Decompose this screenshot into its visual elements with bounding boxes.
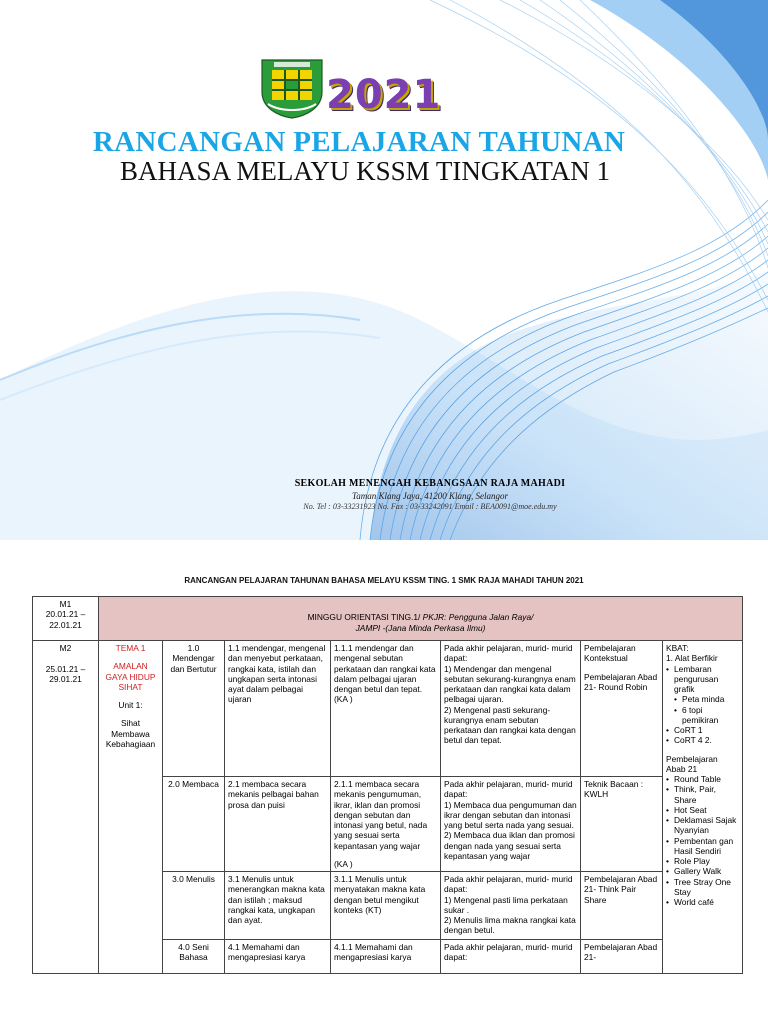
list-item: • Role Play (666, 856, 739, 866)
list-item: • Hot Seat (666, 805, 739, 815)
objective-cell: Pada akhir pelajaran, murid- murid dapat: 1) Membaca dua pengumuman dan ikrar dengan sebutan dan intonasi yang betul serta nada yang sesuai. 2) Membaca dua iklan dan promosi dengan nada yang sesuai serta kepantasan yang wajar (441, 777, 581, 872)
theme-label: TEMA 1 (115, 643, 146, 653)
learning-standard-cell: 1.1.1 mendengar dan mengenal sebutan perkataan dan rangkai kata dalam pelbagai ujaran dengan betul dan tepat. (KA ) (331, 641, 441, 777)
week-label: M2 (59, 643, 72, 653)
list-item: • Peta minda (666, 694, 739, 704)
pa21-list (666, 774, 739, 907)
kbat-tools-heading: 1. Alat Berfikir (666, 653, 718, 664)
objective-cell: Pada akhir pelajaran, murid- murid dapat: 1) Mendengar dan mengenal sebutan sekurang-kurangnya enam perkataan dan rangkai kata dalam pelbagai ujaran. 2) Mengenal pasti sekurang-kurangnya enam sebutan perkataan dan rangkai kata dengan betul dan tepat. (441, 641, 581, 777)
list-item: • Think, Pair, Share (666, 784, 739, 805)
learning-standard-cell: 2.1.1 membaca secara mekanis pengumuman, ikrar, iklan dan promosi dengan sebutan dan intonasi yang betul, nada yang sesuai serta kepantasan yang wajar (KA ) (331, 777, 441, 872)
unit-label: Unit 1: (118, 700, 143, 710)
unit-title: Sihat Membawa Kebahagiaan (105, 718, 156, 749)
approach-cell: Pembelajaran Abad 21- Think Pair Share (581, 872, 663, 940)
list-item: • CoRT 1 (666, 725, 739, 735)
list-item: • Deklamasi Sajak Nyanyian (666, 815, 739, 836)
kbat-tools-list (666, 664, 739, 746)
week-dates: 25.01.21 – 29.01.21 (45, 663, 86, 684)
list-item: • Round Table (666, 774, 739, 784)
skill-cell: 3.0 Menulis (163, 872, 225, 940)
list-item: • Pembentan gan Hasil Sendiri (666, 836, 739, 857)
school-contact: No. Tel : 03-33231923 No. Fax : 03-33242091 Email : BEA0091@moe.edu.my (303, 502, 557, 511)
objective-cell: Pada akhir pelajaran, murid- murid dapat: (441, 940, 581, 974)
kbat-cell (663, 641, 743, 974)
theme-title: AMALAN GAYA HIDUP SIHAT (105, 661, 156, 692)
school-name: SEKOLAH MENENGAH KEBANGSAAN RAJA MAHADI (294, 478, 566, 489)
plan-table (32, 596, 743, 974)
list-item: • Tree Stray One Stay (666, 877, 739, 898)
objective-cell: Pada akhir pelajaran, murid- murid dapat: 1) Mengenal pasti lima perkataan sukar . 2) Menulis lima makna rangkai kata dengan betul. (441, 872, 581, 940)
learning-standard-cell: 4.1.1 Memahami dan mengapresiasi karya (331, 940, 441, 974)
theme-cell (99, 641, 163, 974)
cover-subtitle: BAHASA MELAYU KSSM TINGKATAN 1 (120, 156, 610, 186)
pa21-heading: Pembelajaran Abab 21 (666, 753, 718, 774)
content-standard-cell: 1.1 mendengar, mengenal dan menyebut perkataan, rangkai kata, istilah dan ungkapan serta intonasi ayat dalam pelbagai ujaran (225, 641, 331, 777)
list-item: • 6 topi pemikiran (666, 705, 739, 726)
skill-cell: 4.0 Seni Bahasa (163, 940, 225, 974)
list-item: • Gallery Walk (666, 866, 739, 876)
cover-title: RANCANGAN PELAJARAN TAHUNAN (92, 126, 626, 158)
orientation-text: MINGGU ORIENTASI TING.1/ PKJR: Pengguna Jalan Raya/ JAMPI -(Jana Minda Perkasa Ilmu) (307, 612, 534, 633)
list-item: • CoRT 4 2. (666, 735, 739, 745)
week-cell-m2 (33, 641, 99, 974)
cover-year: 2021 (326, 72, 442, 118)
school-crest-logo (258, 56, 326, 120)
week-cell-m1 (33, 597, 99, 641)
approach-cell: Pembelajaran Abad 21- (581, 940, 663, 974)
plan-heading: RANCANGAN PELAJARAN TAHUNAN BAHASA MELAYU KSSM TING. 1 SMK RAJA MAHADI TAHUN 2021 (184, 576, 584, 585)
orientation-cell (99, 597, 743, 641)
approach-cell: Pembelajaran Kontekstual Pembelajaran Abad 21- Round Robin (581, 641, 663, 777)
school-address: Taman Klang Jaya, 41200 Klang, Selangor (352, 491, 508, 501)
list-item: • World café (666, 897, 739, 907)
table-row-m2-skill-1 (33, 641, 743, 777)
week-label: M1 (59, 599, 72, 609)
skill-cell: 1.0 Mendengar dan Bertutur (163, 641, 225, 777)
approach-cell: Teknik Bacaan : KWLH (581, 777, 663, 872)
table-row-m1 (33, 597, 743, 641)
content-standard-cell: 3.1 Menulis untuk menerangkan makna kata dan istilah ; maksud rangkai kata, ungkapan dan ayat. (225, 872, 331, 940)
kbat-heading: KBAT: (666, 643, 689, 653)
list-item: • Lembaran pengurusan grafik (666, 664, 739, 695)
skill-cell: 2.0 Membaca (163, 777, 225, 872)
content-standard-cell: 4.1 Memahami dan mengapresiasi karya (225, 940, 331, 974)
week-dates: 20.01.21 – 22.01.21 (45, 609, 86, 630)
learning-standard-cell: 3.1.1 Menulis untuk menyatakan makna kata dengan betul mengikut konteks (KT) (331, 872, 441, 940)
content-standard-cell: 2.1 membaca secara mekanis pelbagai bahan prosa dan puisi (225, 777, 331, 872)
